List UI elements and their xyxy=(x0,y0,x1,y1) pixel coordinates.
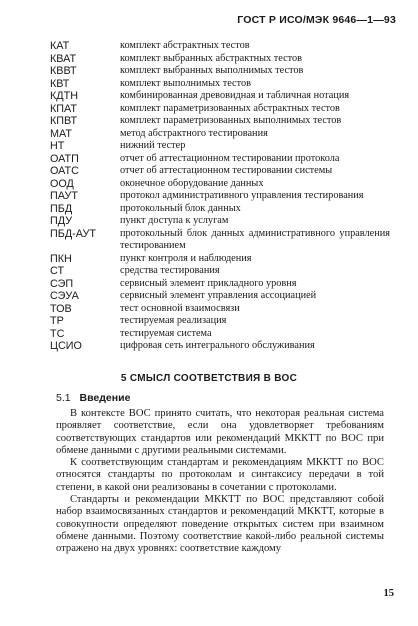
abbreviation-term: МАТ xyxy=(50,127,72,140)
paragraph: В контексте ВОС принято считать, что некоторая реальная система проявляет соответствие, если она удовлетворяет требованиям соответствующих стандартов или рекомендаций МККТТ по ВОС при обмене данными с другими реальными системами. xyxy=(56,408,384,456)
document-header: ГОСТ Р ИСО/МЭК 9646—1—93 xyxy=(237,14,396,26)
abbreviation-row xyxy=(50,328,390,341)
paragraph: Стандарты и рекомендации МККТТ по ВОС представляют собой набор взаимосвязанных стандартов и рекомендаций МККТТ, которые в совокупности определяют поведение открытых систем при взаимном обмене данными. Поэтому соответствие какой-либо реальной системы отражено на двух уровнях: соответствие каждому xyxy=(56,494,384,555)
abbreviation-definition: тестируемая реализация xyxy=(120,315,227,326)
body-text xyxy=(56,408,384,556)
abbreviation-definition: комплект выбранных абстрактных тестов xyxy=(120,52,303,64)
abbreviation-definition: отчет об аттестационном тестировании системы xyxy=(120,165,333,176)
abbreviation-term: КПВТ xyxy=(50,115,78,127)
abbreviation-term: ТОВ xyxy=(50,302,72,315)
abbreviation-term: ЦСИО xyxy=(50,340,82,352)
abbreviation-term: КВАТ xyxy=(50,52,77,65)
abbreviation-row xyxy=(50,303,390,316)
abbreviation-term: НТ xyxy=(50,140,65,152)
page-number: 15 xyxy=(383,588,394,599)
abbreviation-term: КДТН xyxy=(50,90,78,102)
abbreviation-row xyxy=(50,40,390,53)
abbreviation-row xyxy=(50,128,390,141)
abbreviation-row xyxy=(50,115,390,128)
abbreviation-row xyxy=(50,265,390,278)
abbreviation-row xyxy=(50,215,390,228)
abbreviation-row xyxy=(50,78,390,91)
section-title: 5 СМЫСЛ СООТВЕТСТВИЯ В ВОС xyxy=(120,373,298,384)
abbreviation-term: СЭП xyxy=(50,277,74,290)
abbreviation-term: ПКН xyxy=(50,252,72,265)
abbreviation-definition: цифровая сеть интегрального обслуживания xyxy=(120,340,315,351)
abbreviation-definition: протокольный блок данных xyxy=(120,202,241,214)
abbreviation-term: ПБД-АУТ xyxy=(50,227,96,240)
abbreviation-row xyxy=(50,103,390,116)
abbreviation-row xyxy=(50,178,390,191)
abbreviation-term: КВТ xyxy=(50,77,70,90)
abbreviation-definition: протокольный блок данных административного управления тестированием xyxy=(120,227,390,251)
abbreviation-term: ПБД xyxy=(50,202,73,215)
abbreviation-row xyxy=(50,190,390,203)
abbreviation-term: СЭУА xyxy=(50,290,79,302)
abbreviation-row xyxy=(50,165,390,178)
abbreviation-row xyxy=(50,228,390,253)
abbreviation-definition: метод абстрактного тестирования xyxy=(120,127,268,139)
abbreviation-definition: тестируемая система xyxy=(120,327,212,339)
abbreviation-row xyxy=(50,340,390,353)
abbreviation-term: ТС xyxy=(50,327,65,340)
abbreviation-row xyxy=(50,290,390,303)
abbreviation-definition: комплект параметризованных абстрактных тестов xyxy=(120,102,340,114)
abbreviation-definition: протокол административного управления тестирования xyxy=(120,190,364,201)
abbreviation-definition: средства тестирования xyxy=(120,265,220,276)
abbreviation-row xyxy=(50,253,390,266)
abbreviation-row xyxy=(50,315,390,328)
abbreviation-row xyxy=(50,278,390,291)
abbreviation-row xyxy=(50,153,390,166)
abbreviation-row xyxy=(50,65,390,78)
abbreviation-term: КАТ xyxy=(50,40,70,52)
subsection-number: 5.1 xyxy=(56,392,71,404)
subsection-title: Введение xyxy=(79,392,131,404)
subsection-heading xyxy=(56,392,130,404)
abbreviation-row xyxy=(50,140,390,153)
abbreviation-row xyxy=(50,53,390,66)
abbreviation-list xyxy=(50,40,390,353)
abbreviation-row xyxy=(50,203,390,216)
abbreviation-definition: оконечное оборудование данных xyxy=(120,177,264,189)
abbreviation-term: ТР xyxy=(50,315,64,327)
paragraph: К соответствующим стандартам и рекомендациям МККТТ по ВОС относятся стандарты по протоколам и синтаксису передачи в той степени, в какой они реализованы в сочетании с протоколами. xyxy=(56,457,384,493)
abbreviation-definition: комплект параметризованных выполнимых тестов xyxy=(120,115,342,126)
abbreviation-definition: комбинированная древовидная и табличная нотация xyxy=(120,90,350,101)
abbreviation-definition: сервисный элемент управления ассоциацией xyxy=(120,290,317,301)
abbreviation-definition: комплект абстрактных тестов xyxy=(120,40,250,51)
abbreviation-definition: пункт контроля и наблюдения xyxy=(120,252,252,264)
abbreviation-term: ОАТС xyxy=(50,165,79,177)
abbreviation-definition: комплект выбранных выполнимых тестов xyxy=(120,65,304,76)
abbreviation-definition: комплект выполнимых тестов xyxy=(120,77,251,89)
abbreviation-definition: пункт доступа к услугам xyxy=(120,215,229,226)
abbreviation-definition: сервисный элемент прикладного уровня xyxy=(120,277,297,289)
abbreviation-term: ПДУ xyxy=(50,215,73,227)
abbreviation-term: КВВТ xyxy=(50,65,77,77)
abbreviation-term: ПАУТ xyxy=(50,190,78,202)
abbreviation-definition: тест основной взаимосвязи xyxy=(120,302,240,314)
abbreviation-definition: нижний тестер xyxy=(120,140,186,151)
abbreviation-term: КПАТ xyxy=(50,102,78,115)
abbreviation-row xyxy=(50,90,390,103)
abbreviation-definition: отчет об аттестационном тестировании протокола xyxy=(120,152,340,164)
abbreviation-term: СТ xyxy=(50,265,65,277)
abbreviation-term: ООД xyxy=(50,177,74,190)
abbreviation-term: ОАТП xyxy=(50,152,79,165)
